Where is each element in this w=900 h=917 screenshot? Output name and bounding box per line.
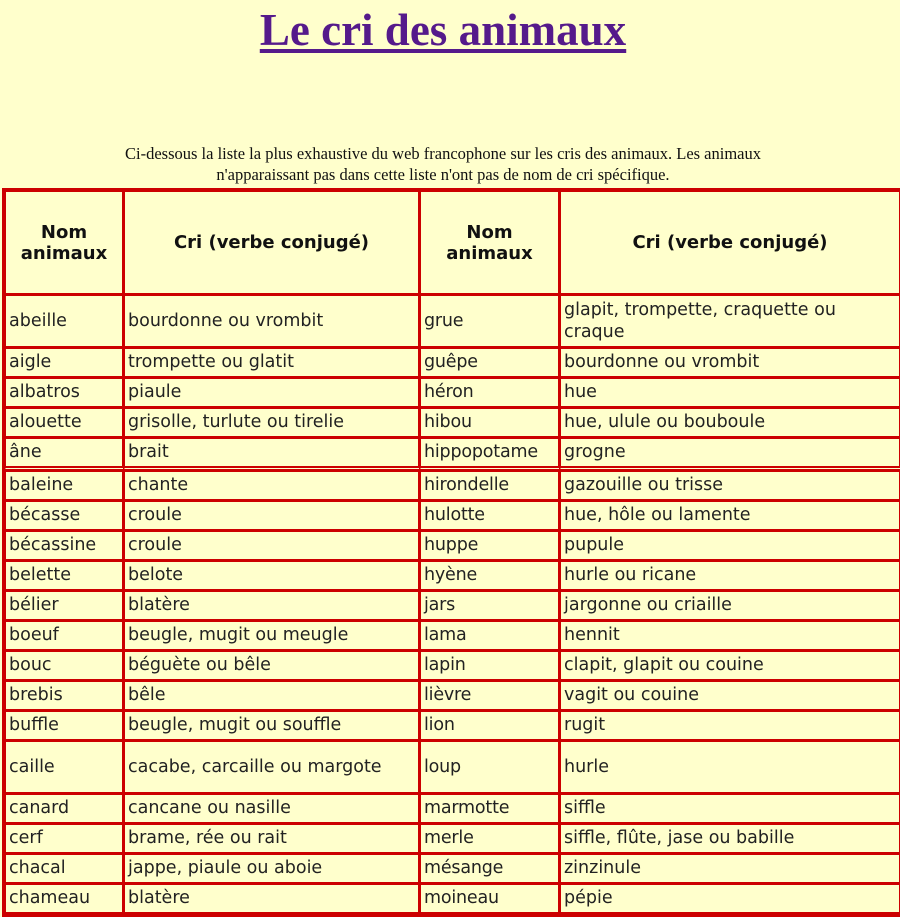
animal-name-left: abeille bbox=[5, 295, 124, 348]
animal-cry-left: cacabe, carcaille ou margote bbox=[124, 741, 420, 794]
animal-cry-left: blatère bbox=[124, 884, 420, 914]
animal-name-right: moineau bbox=[420, 884, 560, 914]
animal-name-right: mésange bbox=[420, 854, 560, 884]
header-animal-name-2: Nom animaux bbox=[420, 191, 560, 295]
animal-name-right: lama bbox=[420, 621, 560, 651]
animal-cry-left: brame, rée ou rait bbox=[124, 824, 420, 854]
animal-cry-left: beugle, mugit ou meugle bbox=[124, 621, 420, 651]
animal-name-right: héron bbox=[420, 378, 560, 408]
animal-name-left: albatros bbox=[5, 378, 124, 408]
table-row bbox=[5, 591, 900, 621]
animal-name-right: hyène bbox=[420, 561, 560, 591]
animal-name-right: hirondelle bbox=[420, 471, 560, 501]
animal-cry-left: croule bbox=[124, 501, 420, 531]
animal-name-right: guêpe bbox=[420, 348, 560, 378]
animal-cry-left: cancane ou nasille bbox=[124, 794, 420, 824]
animal-name-left: bécasse bbox=[5, 501, 124, 531]
header-cry-1: Cri (verbe conjugé) bbox=[124, 191, 420, 295]
table-row bbox=[5, 794, 900, 824]
animal-cry-right: clapit, glapit ou couine bbox=[560, 651, 900, 681]
table-row bbox=[5, 348, 900, 378]
animal-name-left: canard bbox=[5, 794, 124, 824]
table-row bbox=[5, 408, 900, 438]
animal-name-left: baleine bbox=[5, 471, 124, 501]
animal-name-right: loup bbox=[420, 741, 560, 794]
table-row bbox=[5, 378, 900, 408]
intro-text bbox=[0, 143, 886, 185]
table-row bbox=[5, 561, 900, 591]
animal-name-left: chameau bbox=[5, 884, 124, 914]
table-row bbox=[5, 621, 900, 651]
animal-cry-right: pépie bbox=[560, 884, 900, 914]
animal-name-right: hulotte bbox=[420, 501, 560, 531]
animal-cry-left: chante bbox=[124, 471, 420, 501]
animal-name-right: lapin bbox=[420, 651, 560, 681]
table-row bbox=[5, 824, 900, 854]
header-animal-name-1: Nom animaux bbox=[5, 191, 124, 295]
animal-cry-left: belote bbox=[124, 561, 420, 591]
animal-cry-right: bourdonne ou vrombit bbox=[560, 348, 900, 378]
animal-name-left: belette bbox=[5, 561, 124, 591]
table-row bbox=[5, 651, 900, 681]
table-row bbox=[5, 471, 900, 501]
animal-name-left: boeuf bbox=[5, 621, 124, 651]
animal-cries-table bbox=[2, 188, 900, 917]
animal-cry-right: siffle, flûte, jase ou babille bbox=[560, 824, 900, 854]
animal-cry-left: brait bbox=[124, 438, 420, 471]
animal-name-right: merle bbox=[420, 824, 560, 854]
animal-name-right: jars bbox=[420, 591, 560, 621]
table-row bbox=[5, 681, 900, 711]
animal-name-left: bécassine bbox=[5, 531, 124, 561]
animal-name-right: grue bbox=[420, 295, 560, 348]
animal-name-left: cerf bbox=[5, 824, 124, 854]
table-row bbox=[5, 711, 900, 741]
animal-cry-right: vagit ou couine bbox=[560, 681, 900, 711]
animal-cry-left: piaule bbox=[124, 378, 420, 408]
animal-cry-right: siffle bbox=[560, 794, 900, 824]
animal-name-right: hibou bbox=[420, 408, 560, 438]
animal-cry-left: trompette ou glatit bbox=[124, 348, 420, 378]
animal-name-left: bouc bbox=[5, 651, 124, 681]
header-cry-2: Cri (verbe conjugé) bbox=[560, 191, 900, 295]
animal-cry-right: hurle bbox=[560, 741, 900, 794]
animal-cry-left: bêle bbox=[124, 681, 420, 711]
animal-name-left: caille bbox=[5, 741, 124, 794]
animal-cry-left: beugle, mugit ou souffle bbox=[124, 711, 420, 741]
animal-cry-right: glapit, trompette, craquette ou craque bbox=[560, 295, 900, 348]
animal-name-right: lièvre bbox=[420, 681, 560, 711]
table-row bbox=[5, 438, 900, 471]
table-row bbox=[5, 741, 900, 794]
animal-cry-right: hurle ou ricane bbox=[560, 561, 900, 591]
animal-cry-right: hue bbox=[560, 378, 900, 408]
animal-name-left: chacal bbox=[5, 854, 124, 884]
animal-name-left: bélier bbox=[5, 591, 124, 621]
animal-cry-right: zinzinule bbox=[560, 854, 900, 884]
table-row bbox=[5, 501, 900, 531]
animal-name-right: huppe bbox=[420, 531, 560, 561]
animal-cry-left: croule bbox=[124, 531, 420, 561]
animal-cry-left: bourdonne ou vrombit bbox=[124, 295, 420, 348]
table-body bbox=[5, 295, 900, 914]
table-row bbox=[5, 884, 900, 914]
animal-cry-right: gazouille ou trisse bbox=[560, 471, 900, 501]
animal-name-left: aigle bbox=[5, 348, 124, 378]
animal-name-left: brebis bbox=[5, 681, 124, 711]
animal-cry-left: grisolle, turlute ou tirelie bbox=[124, 408, 420, 438]
animal-cry-right: rugit bbox=[560, 711, 900, 741]
animal-name-right: lion bbox=[420, 711, 560, 741]
animal-cry-left: béguète ou bêle bbox=[124, 651, 420, 681]
animal-cry-left: blatère bbox=[124, 591, 420, 621]
animal-cry-right: jargonne ou criaille bbox=[560, 591, 900, 621]
animal-name-left: âne bbox=[5, 438, 124, 471]
animal-cry-right: grogne bbox=[560, 438, 900, 471]
animal-name-left: buffle bbox=[5, 711, 124, 741]
intro-line-2: n'apparaissant pas dans cette liste n'ont pas de nom de cri spécifique. bbox=[216, 165, 670, 184]
animal-name-right: hippopotame bbox=[420, 438, 560, 471]
animal-cry-right: hennit bbox=[560, 621, 900, 651]
table-header-row bbox=[5, 191, 900, 295]
animal-cries-table-wrapper bbox=[2, 188, 898, 917]
table-row bbox=[5, 295, 900, 348]
animal-cry-left: jappe, piaule ou aboie bbox=[124, 854, 420, 884]
table-row bbox=[5, 531, 900, 561]
animal-name-right: marmotte bbox=[420, 794, 560, 824]
animal-name-left: alouette bbox=[5, 408, 124, 438]
page-title-link[interactable]: Le cri des animaux bbox=[259, 5, 627, 55]
page-title bbox=[0, 2, 886, 58]
animal-cry-right: hue, ulule ou bouboule bbox=[560, 408, 900, 438]
intro-line-1: Ci-dessous la liste la plus exhaustive du web francophone sur les cris des animaux. Les animaux bbox=[124, 144, 761, 163]
animal-cry-right: hue, hôle ou lamente bbox=[560, 501, 900, 531]
table-row bbox=[5, 854, 900, 884]
animal-cry-right: pupule bbox=[560, 531, 900, 561]
